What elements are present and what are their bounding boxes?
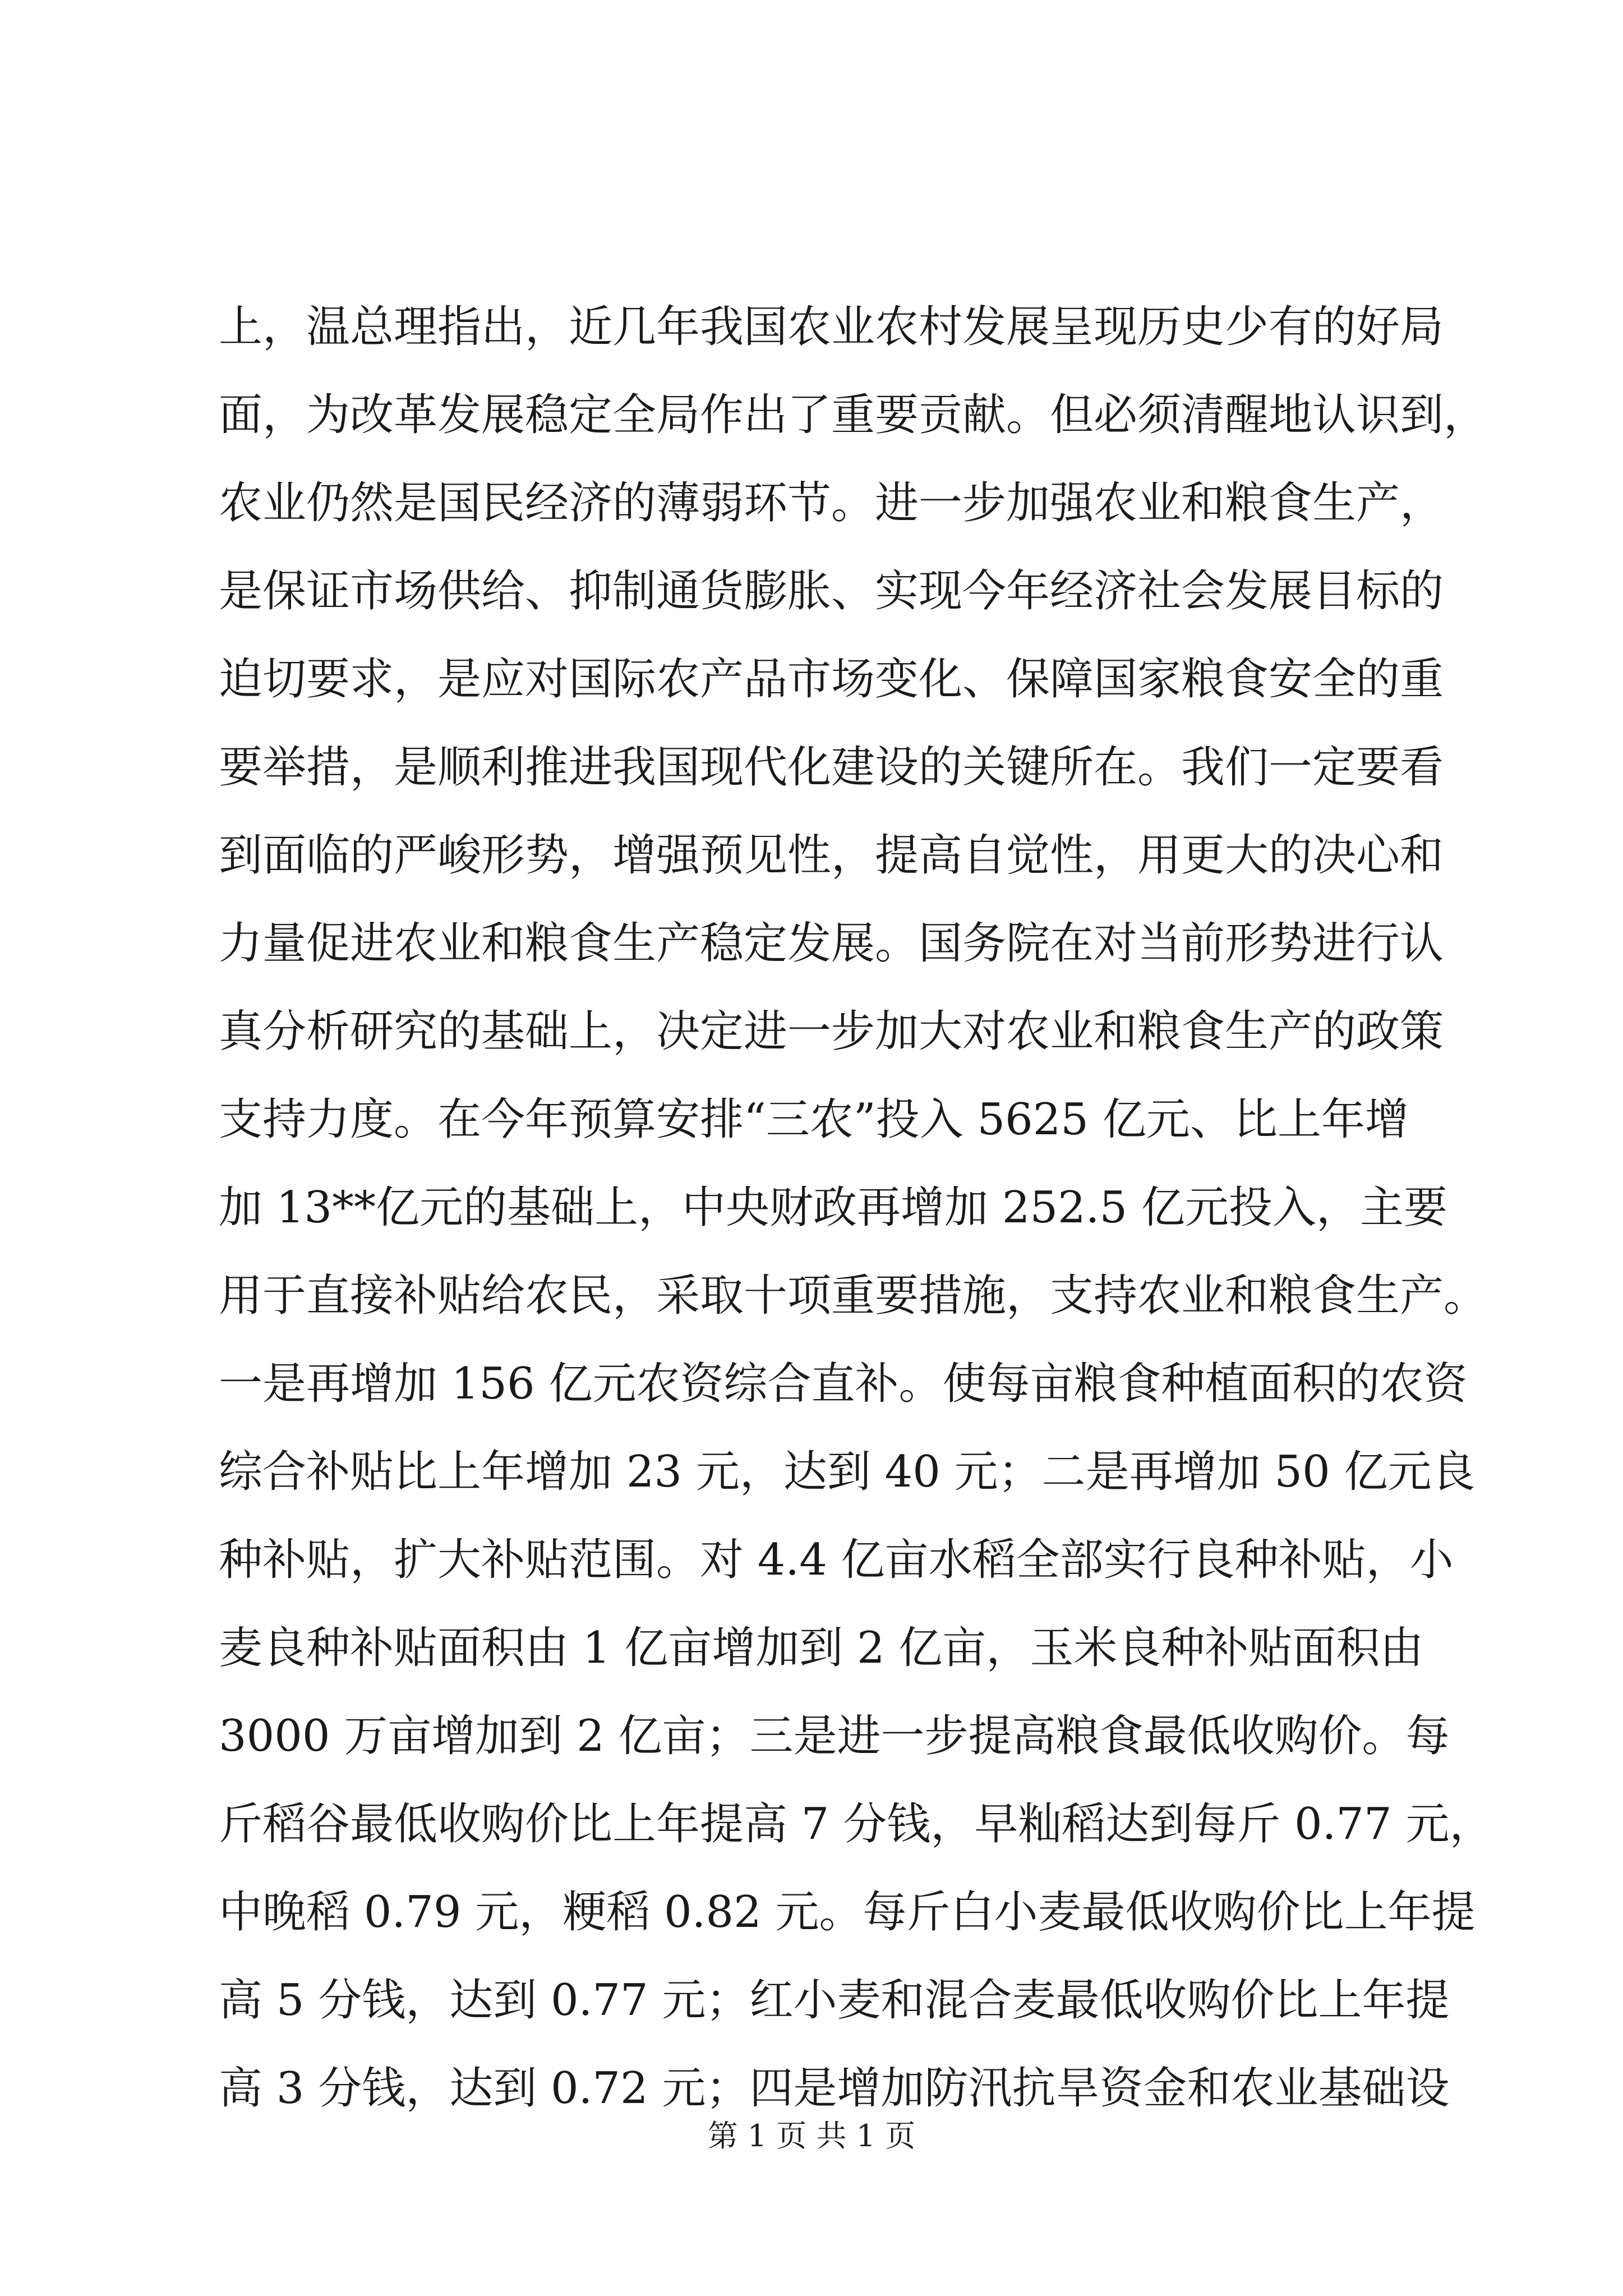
text-line: 一是再增加 156 亿元农资综合直补。使每亩粮食种植面积的农资 bbox=[219, 1359, 1468, 1409]
page-footer: 第 1 页 共 1 页 bbox=[707, 2118, 916, 2154]
text-line: 是保证市场供给、抑制通货膨胀、实现今年经济社会发展目标的 bbox=[219, 566, 1444, 616]
text-line: 支持力度。在今年预算安排“三农”投入 5625 亿元、比上年增 bbox=[219, 1094, 1409, 1145]
text-line: 高 5 分钱，达到 0.77 元；红小麦和混合麦最低收购价比上年提 bbox=[219, 1975, 1450, 2026]
text-line: 麦良种补贴面积由 1 亿亩增加到 2 亿亩，玉米良种补贴面积由 bbox=[219, 1623, 1424, 1673]
text-line: 到面临的严峻形势，增强预见性，提高自觉性，用更大的决心和 bbox=[219, 830, 1444, 881]
body-text bbox=[219, 283, 1493, 2133]
text-line: 用于直接补贴给农民，采取十项重要措施，支持农业和粮食生产。 bbox=[219, 1271, 1488, 1321]
text-line: 3000 万亩增加到 2 亿亩；三是进一步提高粮食最低收购价。每 bbox=[219, 1711, 1450, 1761]
text-line: 斤稻谷最低收购价比上年提高 7 分钱，早籼稻达到每斤 0.77 元， bbox=[219, 1799, 1493, 1849]
text-line: 农业仍然是国民经济的薄弱环节。进一步加强农业和粮食生产， bbox=[219, 478, 1444, 528]
text-line: 加 13**亿元的基础上，中央财政再增加 252.5 亿元投入，主要 bbox=[219, 1182, 1447, 1233]
text-line: 综合补贴比上年增加 23 元，达到 40 元；二是再增加 50 亿元良 bbox=[219, 1447, 1476, 1497]
text-line: 面，为改革发展稳定全局作出了重要贡献。但必须清醒地认识到， bbox=[219, 390, 1488, 440]
text-line: 要举措，是顺利推进我国现代化建设的关键所在。我们一定要看 bbox=[219, 742, 1444, 793]
text-line: 种补贴，扩大补贴范围。对 4.4 亿亩水稻全部实行良种补贴，小 bbox=[219, 1535, 1454, 1585]
text-line: 高 3 分钱，达到 0.72 元；四是增加防汛抗旱资金和农业基础设 bbox=[219, 2063, 1450, 2114]
text-line: 迫切要求，是应对国际农产品市场变化、保障国家粮食安全的重 bbox=[219, 654, 1444, 705]
text-line: 上，温总理指出，近几年我国农业农村发展呈现历史少有的好局 bbox=[219, 302, 1444, 352]
text-line: 真分析研究的基础上，决定进一步加大对农业和粮食生产的政策 bbox=[219, 1006, 1444, 1057]
text-line: 中晚稻 0.79 元，粳稻 0.82 元。每斤白小麦最低收购价比上年提 bbox=[219, 1887, 1476, 1938]
text-line: 力量促进农业和粮食生产稳定发展。国务院在对当前形势进行认 bbox=[219, 918, 1444, 969]
